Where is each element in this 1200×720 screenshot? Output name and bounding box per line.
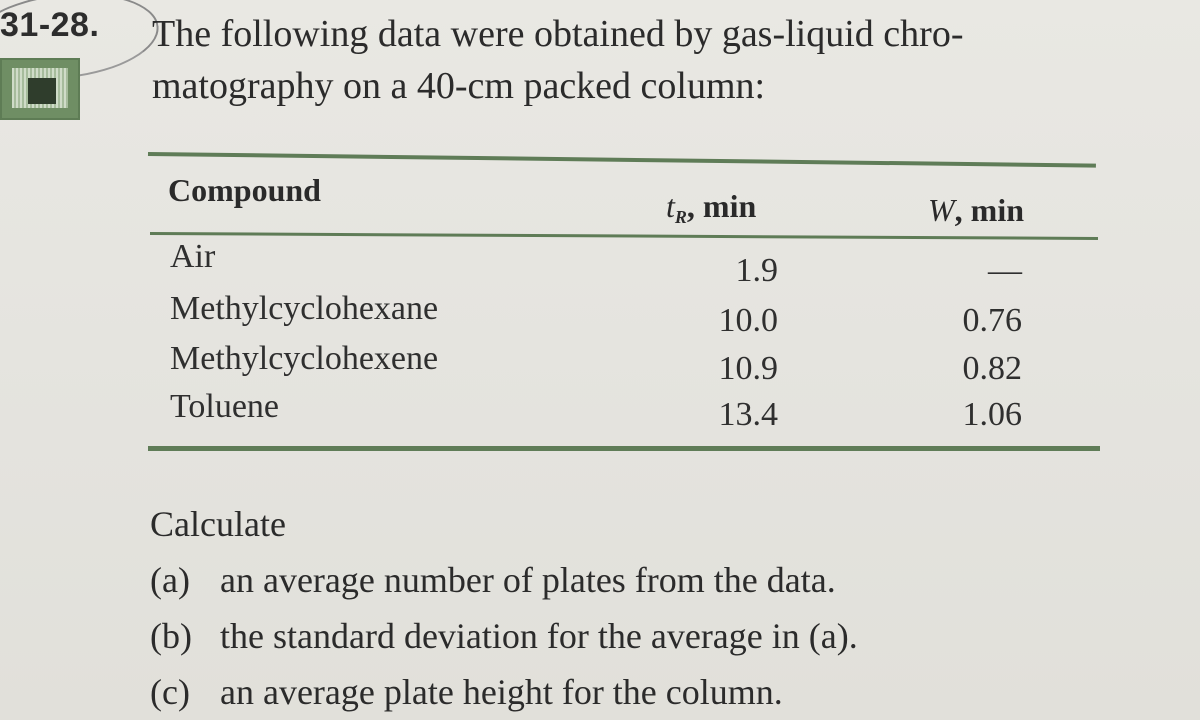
header-compound: Compound: [168, 172, 321, 208]
table-header-rule: [150, 232, 1098, 240]
row-methylcyclohexane-compound: Methylcyclohexane: [170, 290, 439, 327]
row-methylcyclohexane-w: 0.76: [962, 302, 1022, 339]
question-text-b: the standard deviation for the average in (a).: [220, 616, 858, 656]
row-toluene-w: 1.06: [962, 396, 1022, 433]
header-tr-unit: , min: [686, 188, 757, 224]
problem-statement-line-2: matography on a 40-cm packed column:: [152, 65, 766, 107]
question-prompt: Calculate: [150, 504, 286, 544]
question-text-a: an average number of plates from the data.: [220, 560, 836, 600]
row-methylcyclohexene-tr: 10.9: [718, 350, 778, 387]
problem-statement-line-1: The following data were obtained by gas-liquid chro-: [152, 13, 964, 55]
header-tr-subscript: R: [674, 207, 687, 227]
question-item-c: [150, 664, 858, 720]
problem-statement: [152, 8, 963, 112]
header-w-unit: , min: [954, 192, 1024, 228]
row-air-compound: Air: [170, 238, 216, 275]
question-text-c: an average plate height for the column.: [220, 672, 783, 712]
question-block: [150, 496, 858, 720]
row-methylcyclohexene-compound: Methylcyclohexene: [170, 340, 439, 377]
table-bottom-rule: [148, 446, 1100, 451]
question-item-b: [150, 608, 858, 664]
question-item-a: [150, 552, 858, 608]
question-label-b: (b): [150, 616, 192, 656]
problem-number: 31-28.: [0, 6, 100, 44]
row-air-w: —: [988, 252, 1022, 289]
row-toluene-tr: 13.4: [718, 396, 778, 433]
icon-block: [28, 78, 56, 104]
header-tr-symbol: t: [666, 188, 675, 224]
header-peak-width: [928, 192, 1024, 229]
table-top-rule: [148, 152, 1096, 168]
row-toluene-compound: Toluene: [170, 388, 280, 425]
question-label-a: (a): [150, 560, 190, 600]
header-w-symbol: W: [928, 192, 955, 228]
spreadsheet-exercise-icon: [0, 58, 80, 120]
row-air-tr: 1.9: [735, 252, 778, 289]
header-retention-time: [666, 188, 756, 228]
question-label-c: (c): [150, 672, 190, 712]
row-methylcyclohexene-w: 0.82: [962, 350, 1022, 387]
row-methylcyclohexane-tr: 10.0: [718, 302, 778, 339]
